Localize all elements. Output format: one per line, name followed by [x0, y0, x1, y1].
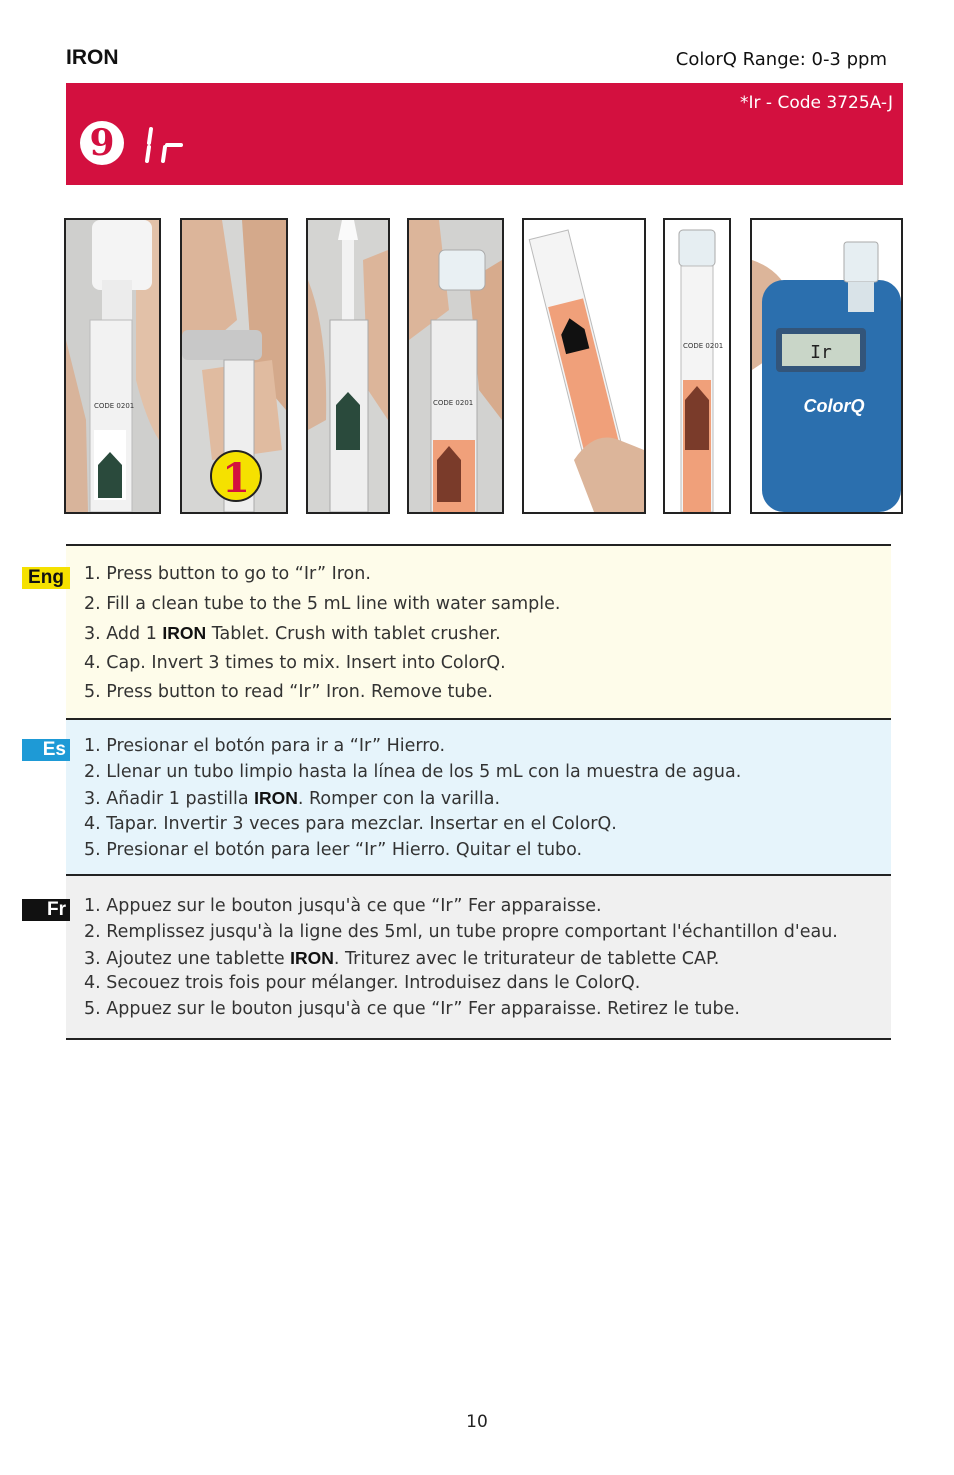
step-eng-4: 4. Cap. Invert 3 times to mix. Insert into ColorQ.: [84, 652, 506, 673]
meter-logo: ColorQ: [803, 396, 865, 416]
step-eng-3: 3. Add 1 IRON Tablet. Crush with tablet crusher.: [84, 623, 501, 645]
photo-crush-tablet: [306, 218, 390, 514]
tube-label-4: CODE 0201: [433, 399, 474, 407]
steps-spanish: [84, 734, 741, 864]
photo-tube-upright: [663, 218, 731, 514]
step-eng-5: 5. Press button to read “Ir” Iron. Remove tube.: [84, 682, 493, 703]
lang-label-english: Eng: [22, 567, 70, 589]
step-fr-5: 5. Appuez sur le bouton jusqu'à ce que “Ir” Fer apparaisse. Retirez le tube.: [84, 999, 740, 1020]
step-eng-1: 1. Press button to go to “Ir” Iron.: [84, 564, 371, 584]
page-number: 10: [466, 1412, 488, 1432]
tube-label-6: CODE 0201: [683, 342, 724, 350]
photo-add-tablet: [180, 218, 288, 514]
photo-cap-invert: [407, 218, 504, 514]
tube-label-1: CODE 0201: [94, 402, 135, 410]
step-es-4: 4. Tapar. Invertir 3 veces para mezclar. Insertar en el ColorQ.: [84, 814, 617, 834]
step-eng-2: 2. Fill a clean tube to the 5 mL line with water sample.: [84, 593, 561, 614]
step-es-2: 2. Llenar un tubo limpio hasta la línea de los 5 mL con la muestra de agua.: [84, 762, 742, 782]
photo-invert-tube: [522, 218, 646, 514]
test-code: *Ir - Code 3725A-J: [740, 93, 893, 113]
lcd-ir-icon: [140, 123, 200, 167]
photo-fill-tube: [64, 218, 161, 514]
procedure-photos: [0, 218, 954, 514]
step-fr-3: 3. Ajoutez une tablette IRON. Triturez avec le triturateur de tablette CAP.: [84, 947, 720, 969]
step-es-1: 1. Presionar el botón para ir a “Ir” Hierro.: [84, 736, 446, 756]
lang-label-french: Fr: [22, 899, 70, 921]
steps-english: [84, 562, 560, 710]
steps-french: [84, 894, 838, 1023]
step-es-3: 3. Añadir 1 pastilla IRON. Romper con la varilla.: [84, 788, 501, 809]
test-banner: [66, 83, 903, 185]
lang-label-spanish: Es: [22, 739, 70, 761]
step-fr-4: 4. Secouez trois fois pour mélanger. Introduisez dans le ColorQ.: [84, 973, 641, 994]
meter-display: Ir: [810, 342, 832, 363]
step-number-badge: 9: [80, 121, 124, 165]
photo-colorq-meter: [750, 218, 903, 514]
page-header-title: IRON: [66, 46, 119, 69]
circled-step-1: 1: [222, 455, 250, 502]
step-es-5: 5. Presionar el botón para leer “Ir” Hierro. Quitar el tubo.: [84, 840, 583, 860]
step-fr-1: 1. Appuez sur le bouton jusqu'à ce que “Ir” Fer apparaisse.: [84, 896, 602, 916]
range-label: ColorQ Range: 0-3 ppm: [675, 49, 887, 70]
step-fr-2: 2. Remplissez jusqu'à la ligne des 5ml, un tube propre comportant l'échantillon d'eau.: [84, 921, 838, 942]
